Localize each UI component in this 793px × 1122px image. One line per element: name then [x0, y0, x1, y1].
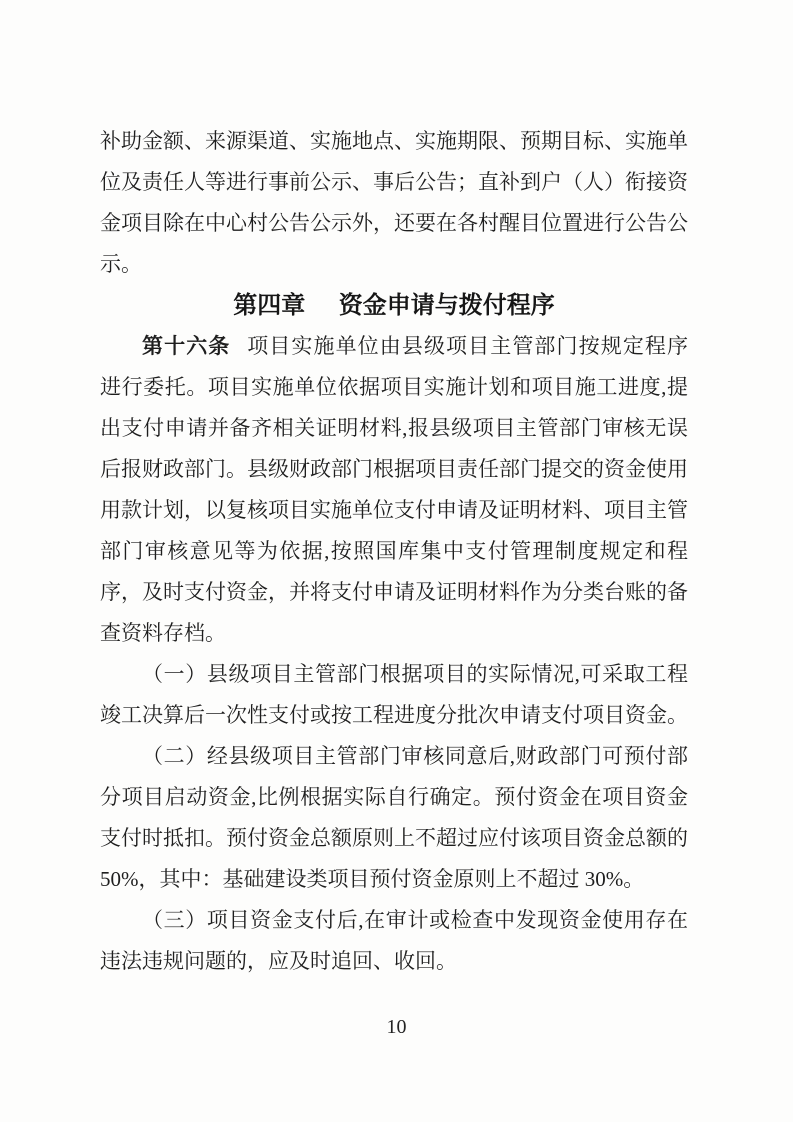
- text-line: 进行委托。项目实施单位依据项目实施计划和项目施工进度,提: [100, 375, 688, 399]
- text-line: 用款计划，以复核项目实施单位支付申请及证明材料、项目主管: [100, 498, 688, 522]
- text-line: 50%，其中：基础建设类项目预付资金原则上不超过 30%。: [100, 867, 645, 891]
- text-line: 位及责任人等进行事前公示、事后公告；直补到户（人）衔接资: [100, 170, 688, 194]
- text-line: （一）县级项目主管部门根据项目的实际情况,可采取工程: [142, 662, 688, 686]
- text-line: 示。: [100, 252, 142, 276]
- chapter-heading: [100, 285, 688, 326]
- text-line: 序，及时支付资金，并将支付申请及证明材料作为分类台账的备: [100, 580, 688, 604]
- document-body: [100, 121, 688, 982]
- article-lead-text: 项目实施单位由县级项目主管部门按规定程序: [247, 334, 688, 358]
- text-line: 违法违规问题的，应及时追回、收回。: [100, 949, 457, 973]
- article-number: 第十六条: [142, 335, 231, 358]
- text-line: 出支付申请并备齐相关证明材料,报县级项目主管部门审核无误: [100, 416, 688, 440]
- text-line: 部门审核意见等为依据,按照国库集中支付管理制度规定和程: [100, 539, 688, 563]
- text-line: （三）项目资金支付后,在审计或检查中发现资金使用存在: [142, 908, 688, 932]
- text-line: 查资料存档。: [100, 621, 226, 645]
- page-number: 10: [386, 1016, 407, 1038]
- chapter-title: 资金申请与拨付程序: [338, 292, 555, 319]
- text-line: 补助金额、来源渠道、实施地点、实施期限、预期目标、实施单: [100, 129, 688, 153]
- text-line: 后报财政部门。县级财政部门根据项目责任部门提交的资金使用: [100, 457, 688, 481]
- text-line: 分项目启动资金,比例根据实际自行确定。预付资金在项目资金: [100, 785, 688, 809]
- text-line: （二）经县级项目主管部门审核同意后,财政部门可预付部: [142, 744, 688, 768]
- text-line: [100, 326, 688, 367]
- text-line: 支付时抵扣。预付资金总额原则上不超过应付该项目资金总额的: [100, 826, 688, 850]
- text-line: 金项目除在中心村公告公示外，还要在各村醒目位置进行公告公: [100, 211, 688, 235]
- chapter-number: 第四章: [233, 292, 306, 319]
- text-line: 竣工决算后一次性支付或按工程进度分批次申请支付项目资金。: [100, 703, 688, 727]
